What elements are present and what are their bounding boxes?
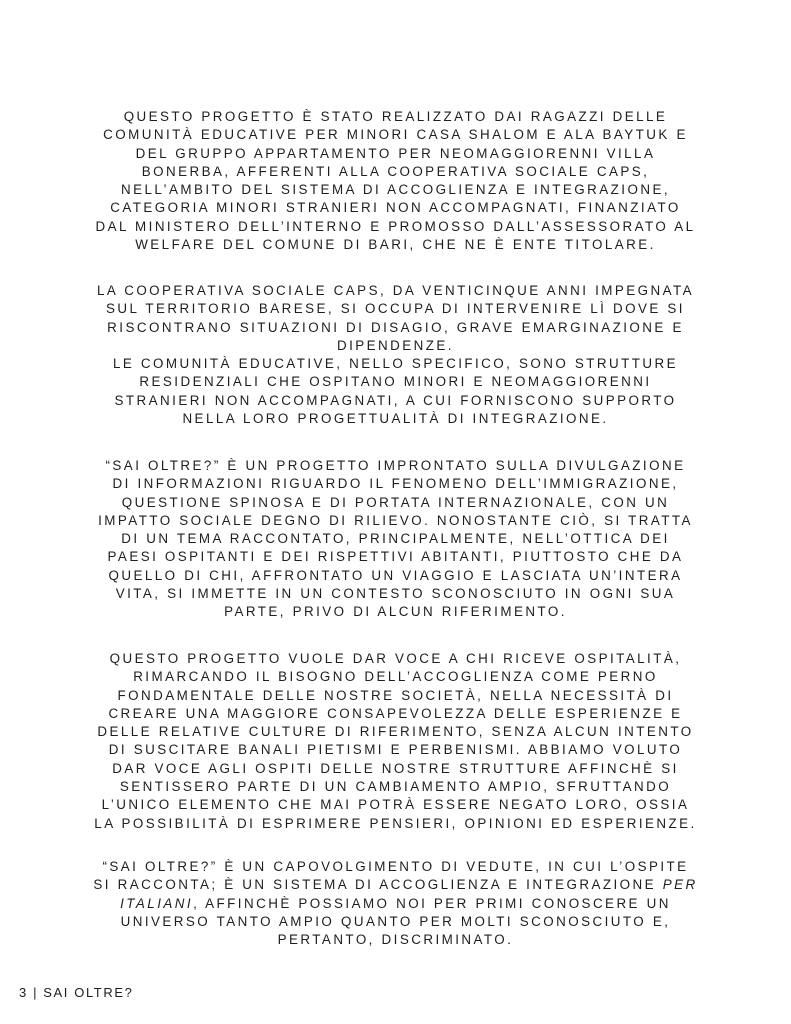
text-line: COMUNITÀ EDUCATIVE PER MINORI CASA SHALOM E ALA BAYTUK E: [103, 127, 688, 143]
text-line: LA POSSIBILITÀ DI ESPRIMERE PENSIERI, OPINIONI ED ESPERIENZE.: [94, 815, 697, 831]
text-line: QUESTO PROGETTO VUOLE DAR VOCE A CHI RICEVE OSPITALITÀ,: [109, 651, 682, 666]
text-segment: SI RACCONTA; È UN SISTEMA DI ACCOGLIENZA E INTEGRAZIONE: [93, 877, 663, 893]
text-segment: , AFFINCHÈ POSSIAMO NOI PER PRIMI CONOSCERE UN: [193, 895, 671, 911]
text-line: CREARE UNA MAGGIORE CONSAPEVOLEZZA DELLE ESPERIENZE E: [108, 705, 683, 721]
project-description-paragraph: [90, 457, 701, 622]
page-number: 3: [19, 985, 28, 1000]
text-line: QUELLO DI CHI, AFFRONTATO UN VIAGGIO E LASCIATA UN’INTERA: [108, 567, 683, 583]
page-footer: [19, 985, 133, 1000]
text-line: PAESI OSPITANTI E DEI RISPETTIVI ABITANTI, PIUTTOSTO CHE DA: [107, 549, 684, 565]
intro-paragraph: [90, 108, 701, 254]
footer-separator: |: [33, 985, 39, 1000]
project-goal-paragraph: [90, 650, 701, 833]
text-line: PERTANTO, DISCRIMINATO.: [277, 932, 514, 948]
text-line: “SAI OLTRE?” È UN CAPOVOLGIMENTO DI VEDUTE, IN CUI L’OSPITE: [102, 859, 689, 874]
text-line: DAR VOCE AGLI OSPITI DELLE NOSTRE STRUTTURE AFFINCHÈ SI: [112, 760, 679, 776]
text-line: FONDAMENTALE DELLE NOSTRE SOCIETÀ, NELLA NECESSITÀ DI: [117, 687, 674, 703]
text-line: [90, 876, 701, 894]
text-line: NELL’AMBITO DEL SISTEMA DI ACCOGLIENZA E INTEGRAZIONE,: [120, 182, 671, 198]
text-line: IMPATTO SOCIALE DEGNO DI RILIEVO. NONOSTANTE CIÒ, SI TRATTA: [98, 512, 693, 528]
text-line: DEL GRUPPO APPARTAMENTO PER NEOMAGGIORENNI VILLA: [135, 145, 656, 161]
text-line: [90, 895, 701, 913]
text-line: RESIDENZIALI CHE OSPITANO MINORI E NEOMAGGIORENNI: [139, 374, 652, 390]
text-line: DAL MINISTERO DELL’INTERNO E PROMOSSO DALL’ASSESSORATO AL: [95, 218, 696, 234]
text-line: L’UNICO ELEMENTO CHE MAI POTRÀ ESSERE NEGATO LORO, OSSIA: [101, 797, 690, 813]
text-line: NELLA LORO PROGETTUALITÀ DI INTEGRAZIONE.: [182, 411, 609, 427]
text-line: DI UN TEMA RACCONTATO, PRINCIPALMENTE, NELL’OTTICA DEI: [121, 531, 670, 547]
italic-text: ITALIANI: [120, 895, 194, 911]
text-line: PARTE, PRIVO DI ALCUN RIFERIMENTO.: [224, 604, 567, 620]
text-line: QUESTO PROGETTO È STATO REALIZZATO DAI RAGAZZI DELLE: [123, 109, 668, 124]
text-line: DI SUSCITARE BANALI PIETISMI E PERBENISMI. ABBIAMO VOLUTO: [108, 742, 683, 758]
text-line: SENTISSERO PARTE DI UN CAMBIAMENTO AMPIO, SFRUTTANDO: [119, 779, 672, 795]
text-line: DIPENDENZE.: [337, 337, 454, 353]
text-line: QUESTIONE SPINOSA E DI PORTATA INTERNAZIONALE, CON UN: [121, 494, 670, 510]
text-line: DELLE RELATIVE CULTURE DI RIFERIMENTO, SENZA ALCUN INTENTO: [97, 724, 694, 740]
text-line: BONERBA, AFFERENTI ALLA COOPERATIVA SOCIALE CAPS,: [141, 163, 650, 179]
closing-paragraph: [90, 858, 701, 949]
text-line: STRANIERI NON ACCOMPAGNATI, A CUI FORNISCONO SUPPORTO: [114, 392, 677, 408]
text-line: VITA, SI IMMETTE IN UN CONTESTO SCONOSCIUTO IN OGNI SUA: [115, 586, 676, 602]
text-line: LA COOPERATIVA SOCIALE CAPS, DA VENTICINQUE ANNI IMPEGNATA: [96, 283, 695, 298]
text-line: “SAI OLTRE?” È UN PROGETTO IMPRONTATO SULLA DIVULGAZIONE: [105, 458, 686, 473]
cooperative-paragraph: [90, 282, 701, 428]
text-line: RIMARCANDO IL BISOGNO DELL’ACCOGLIENZA COME PERNO: [133, 669, 658, 685]
text-line: SUL TERRITORIO BARESE, SI OCCUPA DI INTERVENIRE LÌ DOVE SI: [106, 301, 685, 317]
text-line: LE COMUNITÀ EDUCATIVE, NELLO SPECIFICO, SONO STRUTTURE: [112, 356, 679, 372]
text-line: DI INFORMAZIONI RIGUARDO IL FENOMENO DELL’IMMIGRAZIONE,: [112, 476, 679, 492]
italic-text: PER: [662, 877, 698, 893]
text-line: UNIVERSO TANTO AMPIO QUANTO PER MOLTI SCONOSCIUTO E,: [120, 913, 671, 929]
text-line: WELFARE DEL COMUNE DI BARI, CHE NE È ENTE TITOLARE.: [135, 237, 656, 253]
text-line: CATEGORIA MINORI STRANIERI NON ACCOMPAGNATI, FINANZIATO: [110, 200, 681, 216]
document-title: SAI OLTRE?: [43, 985, 134, 1000]
text-line: RISCONTRANO SITUAZIONI DI DISAGIO, GRAVE EMARGINAZIONE E: [107, 319, 684, 335]
